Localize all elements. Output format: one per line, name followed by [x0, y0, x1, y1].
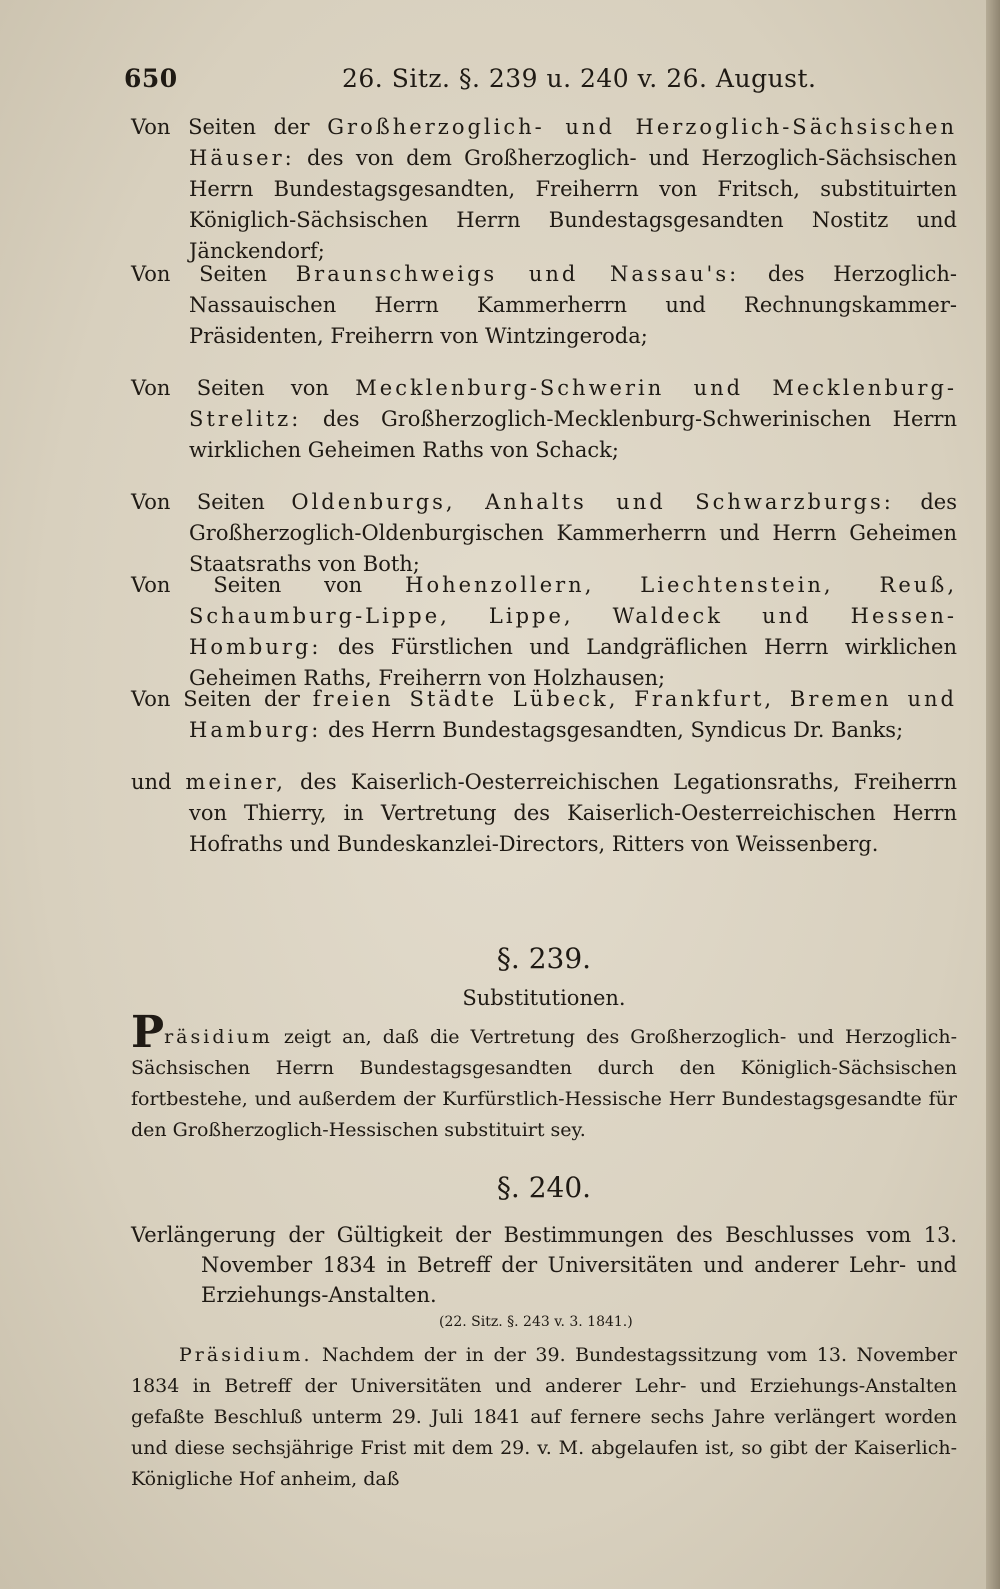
paragraph-text: zeigt an, daß die Vertretung des Großherzoglich- und Herzoglich-Sächsischen Herrn Bundestagsgesandten durch den Königlich-Sächsischen fortbestehe, und außerdem der Kurfürstlich-Hessische Herr Bundestagsgesandte für den Großherzoglich-Hessischen substituirt sey.	[131, 1026, 957, 1141]
entry-lead: Von Seiten	[131, 262, 268, 286]
entry-text: des Herrn Bundestagsgesandten, Syndicus Dr. Banks;	[327, 718, 904, 742]
paragraph-lead: räsidium	[164, 1026, 273, 1048]
entry-lead: Von Seiten	[131, 490, 265, 514]
entry-text: des Großherzoglich-Oldenburgischen Kammerherrn und Herrn Geheimen Staatsraths von Both;	[189, 490, 957, 576]
section-240-title: Verlängerung der Gültigkeit der Bestimmungen des Beschlusses vom 13. November 1834 in Betreff der Universitäten und anderer Lehr- und Erziehungs-Anstalten.	[131, 1223, 957, 1307]
entry-lead: Von Seiten von	[131, 573, 363, 597]
page-number: 650	[124, 64, 178, 93]
entry-text: des Kaiserlich-Oesterreichischen Legationsraths, Freiherrn von Thierry, in Vertretung des Kaiserlich-Oesterreichischen Herrn Hofraths und Bundeskanzlei-Directors, Ritters von Weissenberg.	[189, 770, 957, 856]
entry-states: Oldenburgs, Anhalts und Schwarzburgs:	[291, 490, 894, 514]
entry-text: des Herzoglich-Nassauischen Herrn Kammerherrn und Rechnungskammer-Präsidenten, Freiherrn von Wintzingeroda;	[189, 262, 957, 348]
entry-lead: Von Seiten der	[131, 687, 300, 711]
entry-lead: Von Seiten der	[131, 115, 310, 139]
paragraph-lead: Präsidium.	[179, 1344, 313, 1366]
section-239-number: §. 239.	[496, 942, 592, 975]
entry-states: freien Städte Lübeck, Frankfurt, Bremen und Hamburg:	[189, 687, 957, 742]
entry-lead: Von Seiten von	[131, 376, 329, 400]
page-edge	[986, 0, 1000, 1589]
attendance-entry	[131, 112, 958, 263]
attendance-entry	[131, 570, 957, 690]
running-head: 26. Sitz. §. 239 u. 240 v. 26. August.	[342, 64, 817, 93]
entry-states: Braunschweigs und Nassau's:	[295, 262, 740, 286]
section-240-number: §. 240.	[496, 1171, 592, 1204]
entry-states: Hohenzollern, Liechtenstein, Reuß, Schaumburg-Lippe, Lippe, Waldeck und Hessen-Homburg:	[189, 573, 957, 659]
section-240-paragraph	[131, 1340, 957, 1495]
attendance-entry	[131, 767, 957, 861]
attendance-entry	[131, 487, 957, 576]
section-239-title: Substitutionen.	[462, 986, 626, 1010]
cross-reference: (22. Sitz. §. 243 v. 3. 1841.)	[439, 1314, 633, 1330]
drop-initial: P	[131, 1007, 165, 1058]
entry-text: des Großherzoglich-Mecklenburg-Schwerinischen Herrn wirklichen Geheimen Raths von Schack;	[189, 407, 957, 462]
entry-states: Mecklenburg-Schwerin und Mecklenburg-Strelitz:	[189, 376, 957, 431]
attendance-entry	[131, 259, 957, 353]
entry-text: des von dem Großherzoglich- und Herzoglich-Sächsischen Herrn Bundestagsgesandten, Freiherrn von Fritsch, substituirten Königlich-Sächsischen Herrn Bundestagsgesandten Nostitz und Jänckendorf;	[189, 146, 957, 263]
attendance-entry	[131, 684, 957, 747]
entry-text: des Fürstlichen und Landgräflichen Herrn wirklichen Geheimen Raths, Freiherrn von Holzhausen;	[189, 635, 957, 690]
entry-lead: und	[131, 770, 172, 794]
section-239-paragraph	[131, 1007, 957, 1146]
entry-states: Großherzoglich- und Herzoglich-Sächsischen Häuser:	[189, 115, 958, 170]
attendance-entry	[131, 373, 957, 467]
paragraph-text: Nachdem der in der 39. Bundestagssitzung vom 13. November 1834 in Betreff der Universitäten und anderer Lehr- und Erziehungs-Anstalten gefaßte Beschluß unterm 29. Juli 1841 auf fernere sechs Jahre verlängert worden und diese sechsjährige Frist mit dem 29. v. M. abgelaufen ist, so gibt der Kaiserlich-Königliche Hof anheim, daß	[131, 1344, 957, 1490]
page-body	[131, 112, 957, 1495]
entry-states: meiner,	[185, 770, 286, 794]
